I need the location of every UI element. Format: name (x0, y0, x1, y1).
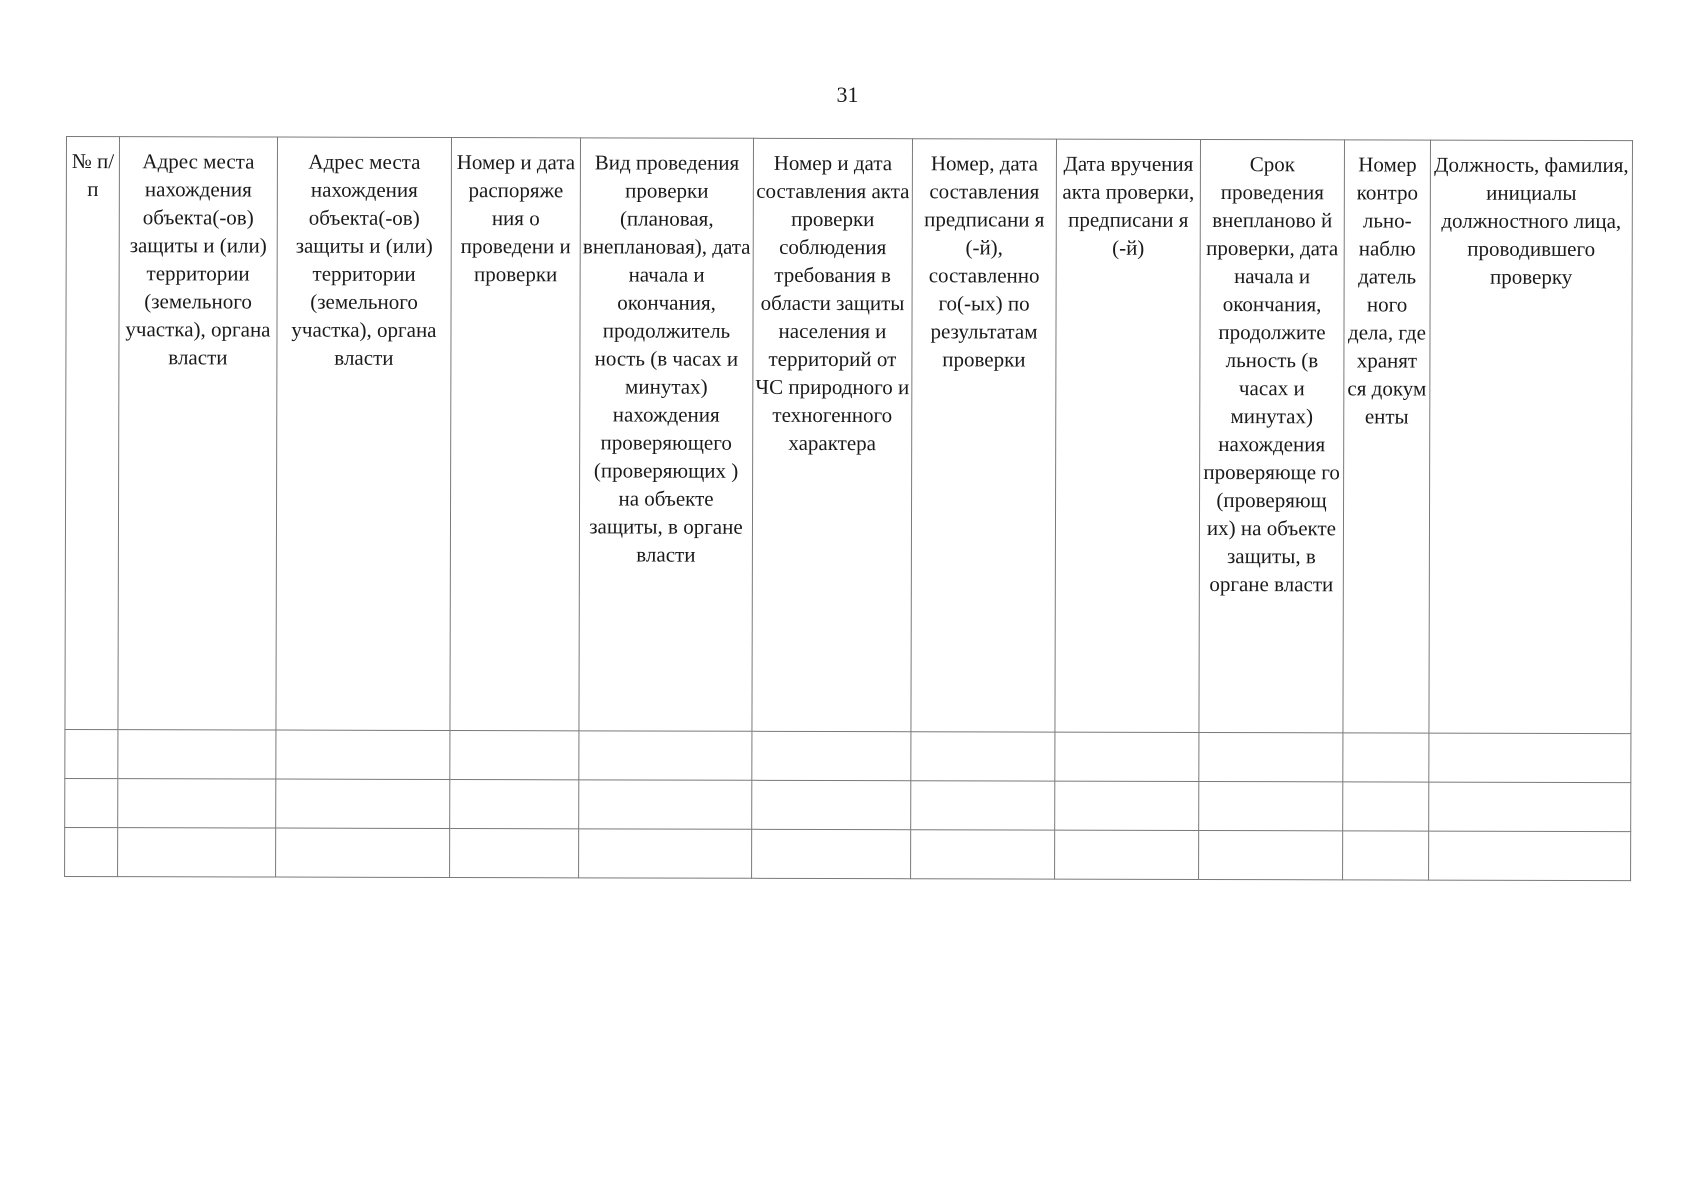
page-number: 31 (836, 82, 859, 107)
header-object-address: Адрес места нахождения объекта(-ов) защиты и (или) территории (земельного участка), органа власти (118, 137, 278, 730)
table-cell (1429, 831, 1631, 881)
table-cell (1343, 831, 1429, 880)
header-case-file-number: Номер контро льно-наблю датель ного дела, где хранят ся докум енты (1343, 140, 1431, 733)
table-cell (579, 731, 752, 780)
header-act-number-date: Номер и дата составления акта проверки соблюдения требования в области защиты населения и территорий от ЧС природного и техногенного характера (752, 138, 913, 731)
header-inspection-type: Вид проведения проверки (плановая, внеплановая), дата начала и окончания, продолжитель ность (в часах и минутах) нахождения проверяющего (проверяющих ) на объекте защиты, в органе власти (579, 138, 754, 731)
header-unscheduled-inspection-term: Срок проведения внепланово й проверки, дата начала и окончания, продолжите льность (в часах и минутах) нахождения проверяюще го (проверяющ их) на объекте защиты, в органе власти (1199, 139, 1345, 732)
table-cell (276, 779, 450, 828)
inspection-register-table (64, 136, 1633, 881)
table-cell (450, 780, 579, 829)
table-cell (1429, 782, 1631, 832)
table-cell (911, 781, 1055, 830)
table-cell (579, 829, 752, 878)
table-cell (752, 780, 911, 829)
header-official-name: Должность, фамилия, инициалы должностного лица, проводившего проверку (1429, 140, 1633, 734)
header-row (65, 137, 1633, 734)
table-cell (450, 731, 579, 780)
table-cell (1199, 732, 1343, 781)
table-cell (65, 778, 118, 827)
table-cell (1199, 830, 1343, 879)
table-cell (579, 780, 752, 829)
table-cell (118, 828, 276, 877)
table-cell (118, 779, 276, 828)
table-cell (276, 828, 450, 877)
table-body (65, 729, 1631, 880)
table-cell (276, 730, 450, 779)
header-prescription-number-date: Номер, дата составления предписани я (-й), составленно го(-ых) по результатам проверки (911, 139, 1057, 732)
table-cell (1343, 733, 1429, 782)
table-cell (65, 827, 118, 876)
header-order-number-date: Номер и дата распоряже ния о проведени и проверки (450, 138, 581, 731)
table-cell (1055, 781, 1199, 830)
table-cell (118, 730, 276, 779)
table-cell (752, 731, 911, 780)
header-object-address-2: Адрес места нахождения объекта(-ов) защиты и (или) территории (земельного участка), органа власти (276, 137, 452, 730)
table-row (65, 778, 1631, 831)
header-delivery-date: Дата вручения акта проверки, предписани я (-й) (1055, 139, 1201, 732)
table-cell (1343, 782, 1429, 831)
table-cell (65, 729, 118, 778)
table-cell (752, 829, 911, 878)
header-number: № п/п (65, 137, 120, 730)
table-cell (1055, 830, 1199, 879)
table-cell (1429, 733, 1631, 783)
table-row (65, 827, 1631, 880)
table-row (65, 729, 1631, 782)
table-cell (1199, 781, 1343, 830)
table-cell (911, 830, 1055, 879)
table-cell (1055, 732, 1199, 781)
table-cell (911, 732, 1055, 781)
table-cell (450, 829, 579, 878)
